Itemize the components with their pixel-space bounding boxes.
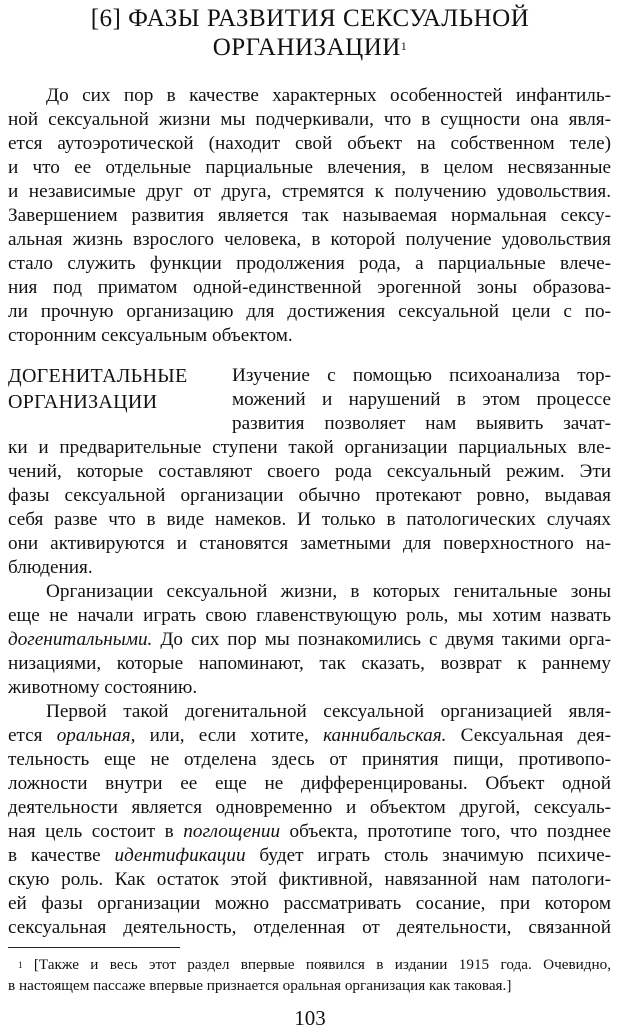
text-line: можений и нарушений в этом процессе [232, 389, 611, 410]
footnote-reference: 1 [400, 39, 408, 53]
footnote-mark: 1 [18, 960, 23, 970]
text-line: Организации сексуальной жизни, в которых генитальные зоны [46, 581, 611, 602]
page-number: 103 [294, 1006, 326, 1030]
italic-term: поглощении [183, 821, 281, 842]
text-line: стало служить функции продолжения рода, а парциальные влече- [8, 253, 611, 274]
text-line: фазы сексуальной организации обычно протекают ровно, выдавая [8, 485, 611, 506]
text-line: Изучение с помощью психоанализа тор- [232, 365, 611, 386]
italic-term: каннибальская. [323, 725, 447, 746]
text-line: ки и предварительные ступени такой организации парциальных вле- [8, 437, 611, 458]
text-line: альная жизнь взрослого человека, в которой получение удовольствия [8, 229, 611, 250]
text-line: развития позволяет нам выявить зачат- [232, 413, 611, 434]
text-run: или, если хотите, [135, 725, 324, 746]
text-line [8, 820, 611, 844]
text-line: Первой такой догенитальной сексуальной организацией явля- [46, 701, 611, 722]
text-line: и независимые друг от друга, стремятся к получению удовольствия. [8, 181, 611, 202]
text-line: и что ее отдельные парциальные влечения, в целом несвязанные [8, 157, 611, 178]
text-run: ется [8, 725, 57, 746]
section-heading-line-1: [6] ФАЗЫ РАЗВИТИЯ СЕКСУАЛЬНОЙ [90, 5, 530, 32]
text-line: еще не начали играть свою главенствующую роль, мы хотим назвать [8, 605, 611, 626]
text-run: Сексуальная дея- [446, 725, 611, 746]
text-line [8, 628, 611, 652]
text-line: чений, которые составляют своего рода сексуальный режим. Эти [8, 461, 611, 482]
section-heading-line-2 [0, 33, 620, 63]
section-heading-text: ОРГАНИЗАЦИИ [212, 34, 401, 61]
text-run: ная цель состоит в [8, 821, 184, 842]
text-line [8, 724, 611, 748]
italic-term: догенитальными. [8, 629, 153, 650]
text-line: блюдения. [8, 557, 93, 578]
text-line: деятельности является одновременно и объектом другой, сексуаль- [8, 797, 611, 818]
text-line: ложности внутри ее еще не дифференцированы. Объект одной [8, 773, 611, 794]
text-line: сексуальная деятельность, отделенная от деятельности, связанной [8, 917, 611, 938]
text-run: в качестве [8, 845, 115, 866]
text-run: объекта, прототипе того, что позднее [280, 821, 612, 842]
text-line: животному состоянию. [8, 677, 198, 698]
text-line: ется аутоэротической (находит свой объект на собственном теле) [8, 133, 611, 154]
footnote-text-1: [Также и весь этот раздел впервые появился в издании 1915 года. Очевидно, [22, 956, 611, 973]
text-line: ния под приматом одной-единственной эрогенной зоны образова- [8, 277, 611, 298]
text-line: ной сексуальной жизни мы подчеркивали, что в сущности она явля- [8, 109, 611, 130]
text-line: себя разве что в виде намеков. И только в патологических случаях [8, 509, 611, 530]
footnote-divider [8, 947, 180, 948]
text-line: ей фазы организации можно рассматривать сосание, при котором [8, 893, 611, 914]
text-line: Завершением развития является так называемая нормальная сексу- [8, 205, 611, 226]
text-line: скую роль. Как остаток этой фиктивной, навязанной нам патологи- [8, 869, 611, 890]
text-line: тельность еще не отделена здесь от принятия пищи, противопо- [8, 749, 611, 770]
text-line [8, 844, 611, 868]
text-line: ли прочную организацию для достижения сексуальной цели с по- [8, 301, 611, 322]
footnote-line-1 [18, 955, 611, 975]
text-line: низациями, которые напоминают, так сказать, возврат к раннему [8, 653, 611, 674]
footnote-line-2: в настоящем пассаже впервые признается оральная организация как таковая.] [8, 977, 512, 994]
italic-term: оральная, [56, 725, 136, 746]
italic-term: идентификации [114, 845, 246, 866]
text-run: будет играть столь значимую психиче- [245, 845, 611, 866]
text-line: сторонним сексуальным объектом. [8, 325, 293, 346]
text-run: До сих пор мы познакомились с двумя такими орга- [152, 629, 611, 650]
text-line: До сих пор в качестве характерных особенностей инфантиль- [46, 85, 611, 106]
sidebar-heading-line-1: ДОГЕНИТАЛЬНЫЕ [8, 365, 188, 387]
sidebar-heading-line-2: ОРГАНИЗАЦИИ [8, 391, 158, 413]
text-line: они активируются и становятся заметными для поверхностного на- [8, 533, 611, 554]
